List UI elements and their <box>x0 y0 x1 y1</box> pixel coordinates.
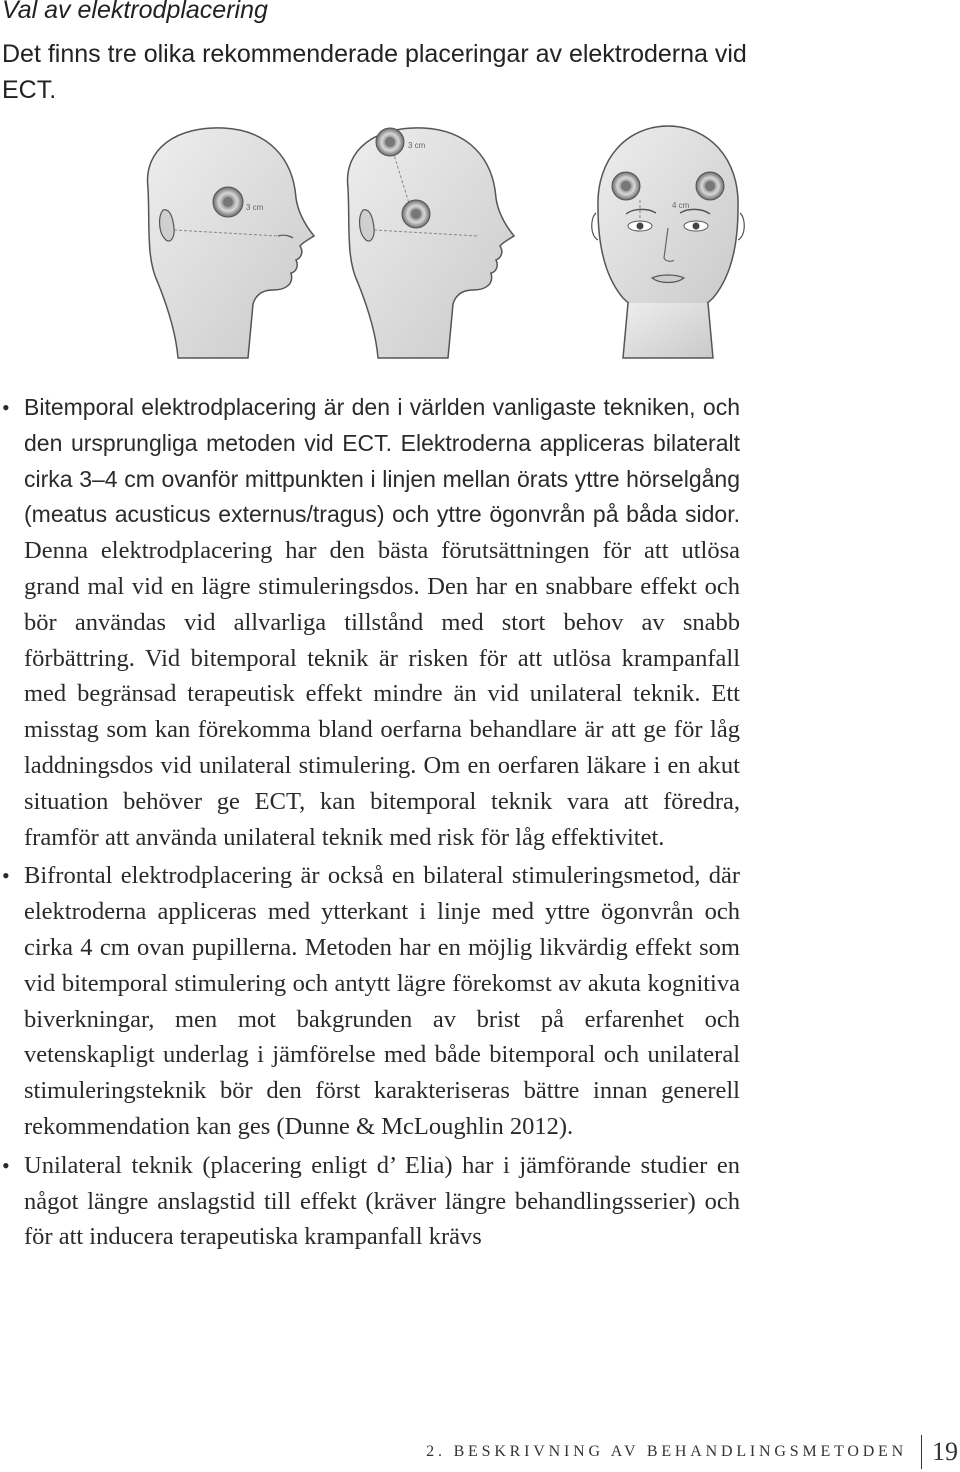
bullet-marker: • <box>2 863 10 889</box>
head-bifrontal <box>592 126 745 358</box>
bullet-bifrontal <box>0 858 740 1144</box>
section-heading: Val av elektrodplacering <box>2 0 268 24</box>
bullet-bitemporal <box>0 390 740 855</box>
footer-divider <box>921 1435 922 1469</box>
head-bitemporal <box>148 128 314 358</box>
page-footer <box>426 1432 960 1472</box>
bullet-bitemporal-text: Denna elektrodplacering har den bästa förutsättningen för att utlösa grand mal vid en lägre stimuleringsdos. Den har en snabbare effekt och bör användas vid allvarliga tillstånd med stort behov av snabb förbättring. Vid bitemporal teknik är risken för att utlösa krampanfall med begränsad terapeutisk effekt mindre än vid unilateral teknik. Ett misstag som kan förekomma bland oerfarna behandlare är att ge för låg laddningsdos vid unilateral stimulering. Om en oerfaren läkare i en akut situation behöver ge ECT, kan bitemporal teknik vara att föredra, framför att använda unilateral teknik med risk för låg effektivitet. <box>24 537 740 851</box>
bullet-marker: • <box>2 395 10 420</box>
footer-chapter-title: 2. BESKRIVNING AV BEHANDLINGSMETODEN <box>426 1443 907 1460</box>
head-unilateral <box>348 128 514 358</box>
bullet-unilateral-text: Unilateral teknik (placering enligt d’ Elia) har i jämförande studier en något längre anslagstid till effekt (kräver längre behandlingsserier) och för att inducera terapeutiska krampanfall krävs <box>24 1151 740 1251</box>
bullet-bitemporal-sans-text: Bitemporal elektrodplacering är den i världen vanligaste tekniken, och den ursprungliga metoden vid ECT. Elektroderna appliceras bilateralt cirka 3–4 cm ovanför mittpunkten i linjen mellan örats yttre hörselgång (meatus acusticus externus/tragus) och yttre ögonvrån på båda sidor. <box>24 394 740 528</box>
page-number: 19 <box>932 1437 958 1466</box>
bullet-unilateral <box>0 1148 740 1255</box>
head3-distance-label: 4 cm <box>672 201 690 210</box>
bullet-marker: • <box>2 1152 10 1178</box>
bullet-list <box>0 390 740 1258</box>
electrode-placement-illustration <box>128 118 748 378</box>
bullet-bifrontal-text: Bifrontal elektrodplacering är också en bilateral stimuleringsmetod, där elektroderna appliceras med ytterkant i linje med yttre ögonvrån och cirka 4 cm ovan pupillerna. Metoden har en möjlig likvärdig effekt som vid bitemporal stimulering och antytt lägre förekomst av akuta kognitiva biverkningar, men mot bakgrunden av brist på erfarenhet och vetenskapligt underlag i jämförelse med både bitemporal och unilateral stimuleringsteknik bör den först karakteriseras bättre innan generell rekommendation kan ges (Dunne & McLoughlin 2012). <box>24 862 740 1140</box>
head2-distance-label: 3 cm <box>408 141 426 150</box>
intro-paragraph: Det finns tre olika rekommenderade placeringar av elektroderna vid ECT. <box>2 40 747 104</box>
head1-distance-label: 3 cm <box>246 203 264 212</box>
